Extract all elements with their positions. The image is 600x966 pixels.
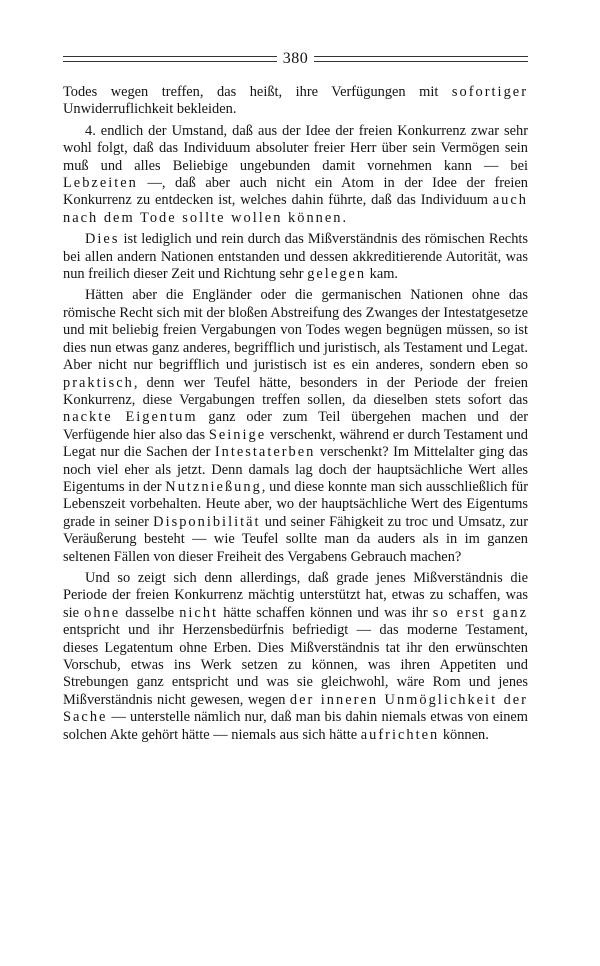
text-run: entspricht und ihr Herzensbedürfnis befriedigt — das moderne Testament, dieses Legatentum ohne Erben. Dies Mißverständnis tat ihr den erwünschten Vorschub, etwas ins Werk setzen zu können, was ihren Appetiten und Strebungen ganz entspricht und was sie gleichwohl, wäre Rom und jenes Mißverständnis nicht gewesen, wegen <box>63 622 528 708</box>
spaced-emphasis: Lebzeiten <box>63 175 138 192</box>
spaced-emphasis: der inneren Unmöglichkeit der Sache <box>63 691 528 726</box>
spaced-emphasis: Dies <box>85 231 120 248</box>
text-run: , und diese konnte man sich ausschließlich für Lebenszeit vorbehalten. Heute aber, wo der hauptsächliche Wert des Eigentums grade in seiner <box>63 478 528 530</box>
paragraph <box>63 231 528 283</box>
text-run: dasselbe <box>120 604 180 621</box>
text-run: , denn wer Teufel hätte, besonders in der Periode der freien Konkurrenz, diese Vergabungen treffen sollen, da dieselben stets sofort das <box>63 374 528 408</box>
spaced-emphasis: Intestaterben <box>214 444 316 461</box>
text-run: Todes wegen treffen, das heißt, ihre Verfügungen mit <box>63 84 452 100</box>
header-rule-right <box>314 56 528 62</box>
paragraph <box>63 287 528 566</box>
spaced-emphasis: Nutznießung <box>165 478 262 495</box>
spaced-emphasis: sofortiger <box>451 84 528 100</box>
text-run: ganz oder zum Teil übergehen machen und der Verfügende hier also das <box>63 409 529 443</box>
spaced-emphasis: Seinige <box>208 426 267 443</box>
text-run: 4. endlich der Umstand, daß aus der Idee der freien Konkurrenz zwar sehr wohl folgt, daß das Individuum absoluter freier Herr über sein Vermögen sein muß und alles Beliebige ungebunden damit vornehmen kann — bei <box>63 122 528 174</box>
text-run: kam. <box>366 266 399 283</box>
page-number: 380 <box>282 50 309 67</box>
spaced-emphasis: nackte Eigentum <box>63 409 198 426</box>
text-run: —, daß aber auch nicht ein Atom in der Idee der freien Konkurrenz zu entdecken ist, welches dahin führte, daß das Individuum <box>63 175 528 209</box>
spaced-emphasis: Disponibilität <box>153 513 261 530</box>
text-run: Unwiderruflichkeit bekleiden. <box>63 101 237 118</box>
text-run: und seiner Fähigkeit zu troc und Umsatz, zur Veräußerung besteht — wie Teufel sollte man da auders als in im ganzen seltenen Fällen von dieser Freiheit des Vergabens Gebrauch machen? <box>63 513 528 565</box>
spaced-emphasis: auch nach dem Tode sollte wollen können. <box>63 192 528 226</box>
spaced-emphasis: gelegen <box>307 266 367 283</box>
paragraph <box>63 123 528 227</box>
spaced-emphasis: ohne <box>84 604 121 621</box>
text-run: verschenkt? Im Mittelalter ging das noch viel eher als jetzt. Denn damals lag doch der hauptsächliche Wert alles Eigentums in der <box>63 444 528 495</box>
text-run: können. <box>439 726 489 743</box>
text-run: Hätten aber die Engländer oder die germanischen Nationen ohne das römische Recht sich mit der bloßen Abstreifung des Zwanges der Intestatgesetze und mit beliebig freien Vergabungen von Todes wegen begnügen müssen, so ist dies nun etwas ganz anderes, begrifflich und juristisch, als Testament und Legat. Aber nicht nur begrifflich und juristisch ist es ein anderes, sondern eben so <box>63 287 528 374</box>
text-run: hätte schaffen können und was ihr <box>218 604 433 621</box>
text-run: Und so zeigt sich denn allerdings, daß grade jenes Mißverständnis die Periode der freien Konkurrenz mächtig unterstützt hat, etwas zu schaffen, was sie <box>63 569 528 621</box>
spaced-emphasis: so erst ganz <box>432 604 528 621</box>
text-run: ist lediglich und rein durch das Mißverständnis des römischen Rechts bei allen andern Nationen entstanden und dessen akkreditierende Autorität, was nun freilich dieser Zeit und Richtung sehr <box>63 231 528 283</box>
spaced-emphasis: aufrichten <box>360 726 440 743</box>
spaced-emphasis: nicht <box>179 604 219 621</box>
text-run: verschenkt, während er durch Testament und Legat nur die Sachen der <box>63 426 529 461</box>
text-run: — unterstelle nämlich nur, daß man bis dahin niemals etwas von einem solchen Akte gehört hätte — niemals aus sich hätte <box>63 709 528 743</box>
spaced-emphasis: praktisch <box>63 374 134 391</box>
paragraph <box>63 84 528 119</box>
page-header <box>63 48 528 70</box>
paragraph <box>63 570 528 744</box>
header-rule-left <box>63 56 277 62</box>
body-text <box>63 84 528 744</box>
